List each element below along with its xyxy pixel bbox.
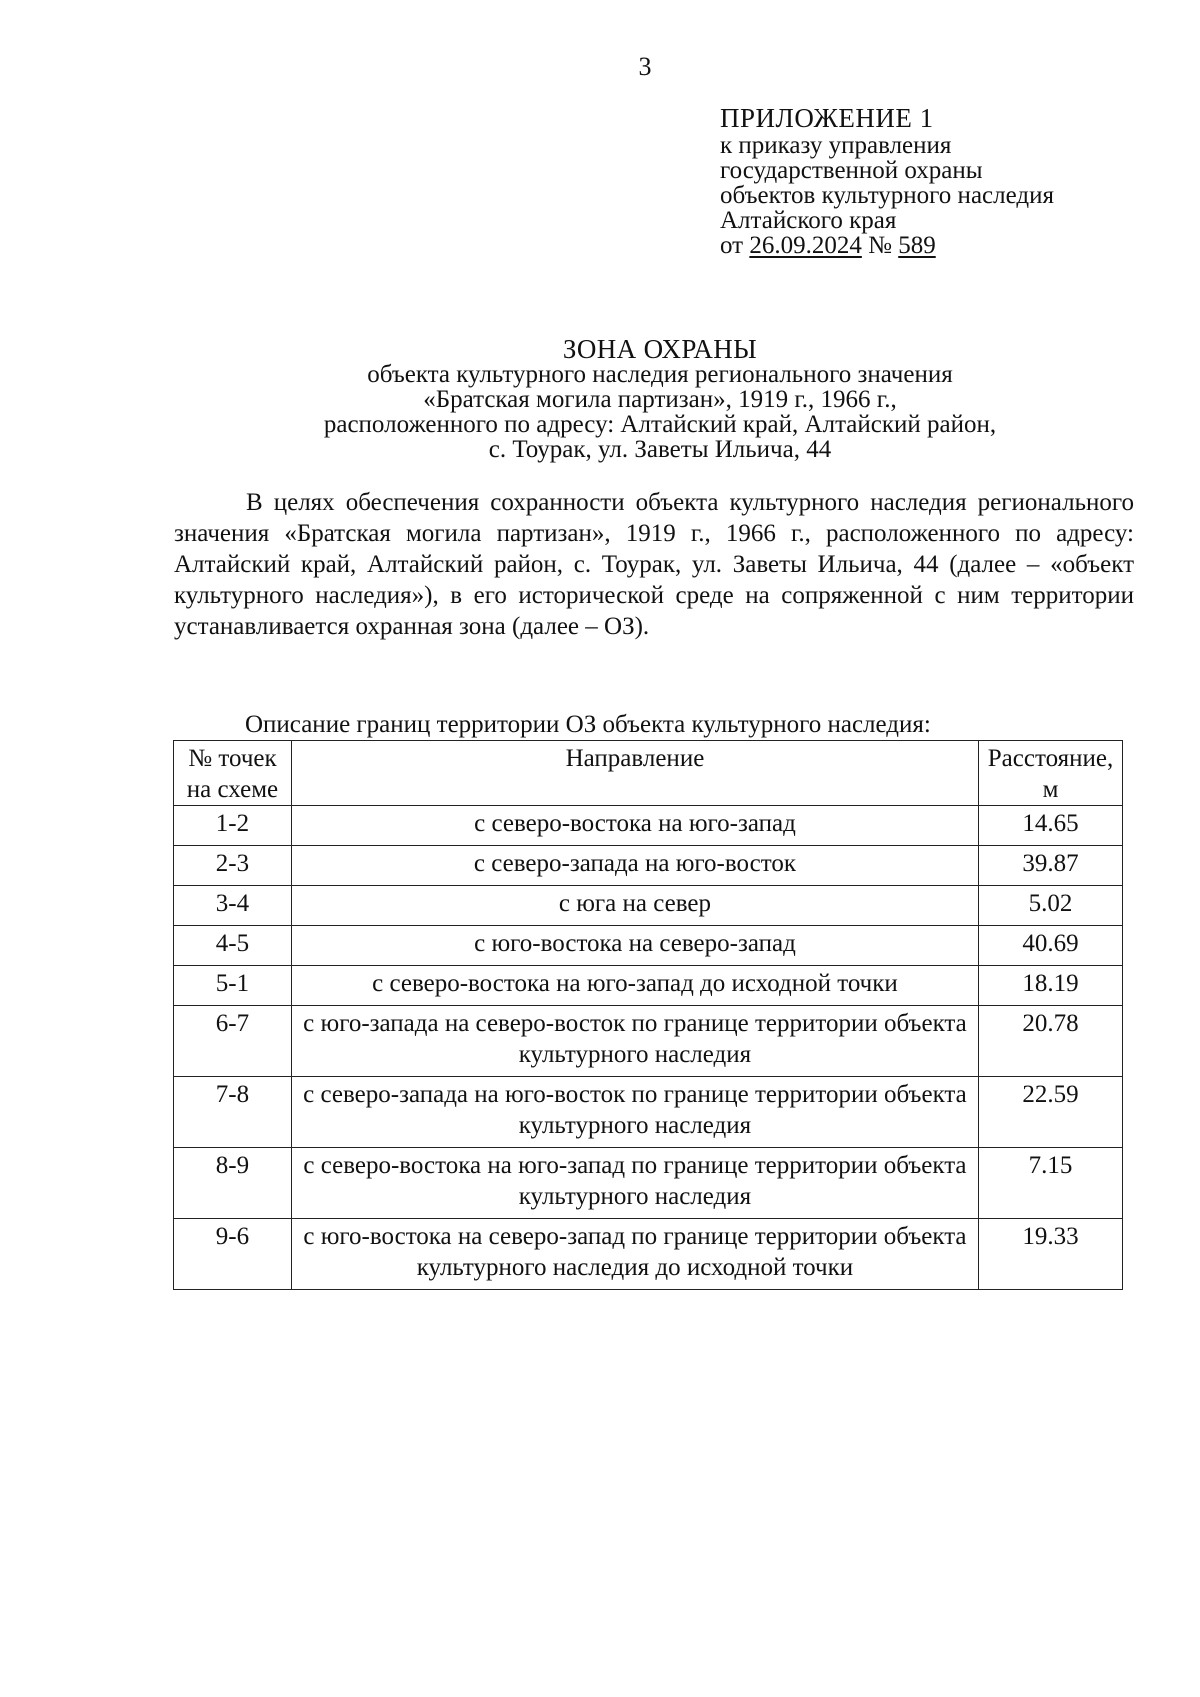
cell-points: 6-7 (174, 1006, 292, 1077)
number-sign: № (861, 232, 899, 259)
header-distance (979, 741, 1123, 806)
cell-points: 9-6 (174, 1219, 292, 1290)
cell-points: 5-1 (174, 966, 292, 1006)
zone-subtitle-line: расположенного по адресу: Алтайский край, Алтайский район, (323, 411, 997, 438)
appendix-header (720, 103, 1160, 258)
intro-paragraph: В целях обеспечения сохранности объекта культурного наследия регионального значения «Братская могила партизан», 1919 г., 1966 г., расположенного по адресу: Алтайский край, Алтайский район, с. Тоурак, ул. Заветы Ильича, 44 (далее – «объект культурного наследия»), в его исторической среде на сопряженной с ним территории устанавливается охранная зона (далее – ОЗ). (174, 489, 1134, 640)
header-points-line: на схеме (186, 776, 279, 803)
cell-direction: с юго-запада на северо-восток по границе территории объекта культурного наследия (291, 1006, 978, 1077)
table-header-row (174, 741, 1123, 806)
cell-distance: 20.78 (979, 1006, 1123, 1077)
cell-direction: с северо-востока на юго-запад до исходной точки (291, 966, 978, 1006)
table-row (174, 1077, 1123, 1148)
cell-distance: 5.02 (979, 886, 1123, 926)
cell-points: 7-8 (174, 1077, 292, 1148)
header-distance-line: м (1042, 776, 1059, 803)
cell-direction: с северо-запада на юго-восток по границе территории объекта культурного наследия (291, 1077, 978, 1148)
boundary-table (173, 740, 1123, 1290)
order-number: 589 (898, 232, 936, 259)
table-row (174, 1006, 1123, 1077)
appendix-line: государственной охраны (720, 157, 983, 184)
zone-title: ЗОНА ОХРАНЫ (562, 334, 758, 364)
table-caption: Описание границ территории ОЗ объекта культурного наследия: (245, 711, 931, 738)
order-date-number (720, 233, 1160, 258)
cell-distance: 18.19 (979, 966, 1123, 1006)
cell-distance: 22.59 (979, 1077, 1123, 1148)
zone-subtitle (250, 362, 1070, 462)
cell-points: 4-5 (174, 926, 292, 966)
cell-points: 1-2 (174, 806, 292, 846)
table-row (174, 1148, 1123, 1219)
table-row (174, 806, 1123, 846)
cell-direction: с северо-запада на юго-восток (291, 846, 978, 886)
cell-points: 2-3 (174, 846, 292, 886)
zone-subtitle-line: с. Тоурак, ул. Заветы Ильича, 44 (488, 436, 832, 463)
cell-direction: с юго-востока на северо-запад (291, 926, 978, 966)
cell-direction: с северо-востока на юго-запад (291, 806, 978, 846)
table-row (174, 926, 1123, 966)
header-points (174, 741, 292, 806)
cell-distance: 7.15 (979, 1148, 1123, 1219)
zone-subtitle-line: «Братская могила партизан», 1919 г., 1966 г., (423, 386, 897, 413)
order-date: 26.09.2024 (749, 232, 862, 259)
zone-subtitle-line: объекта культурного наследия регионального значения (367, 361, 953, 388)
table-row (174, 966, 1123, 1006)
cell-direction: с юга на север (291, 886, 978, 926)
date-prefix: от (720, 232, 750, 259)
appendix-title: ПРИЛОЖЕНИЕ 1 (720, 103, 934, 133)
cell-distance: 19.33 (979, 1219, 1123, 1290)
table-row (174, 846, 1123, 886)
cell-points: 8-9 (174, 1148, 292, 1219)
appendix-line: к приказу управления (720, 132, 952, 159)
page-number: 3 (638, 52, 652, 81)
table-row (174, 886, 1123, 926)
appendix-line: объектов культурного наследия (720, 182, 1054, 209)
header-direction: Направление (291, 741, 978, 806)
cell-direction: с юго-востока на северо-запад по границе территории объекта культурного наследия до исходной точки (291, 1219, 978, 1290)
cell-distance: 39.87 (979, 846, 1123, 886)
appendix-line: Алтайского края (720, 207, 897, 234)
cell-distance: 40.69 (979, 926, 1123, 966)
cell-direction: с северо-востока на юго-запад по границе территории объекта культурного наследия (291, 1148, 978, 1219)
header-distance-line: Расстояние, (987, 745, 1114, 772)
header-points-line: № точек (188, 745, 277, 772)
cell-points: 3-4 (174, 886, 292, 926)
table-row (174, 1219, 1123, 1290)
cell-distance: 14.65 (979, 806, 1123, 846)
